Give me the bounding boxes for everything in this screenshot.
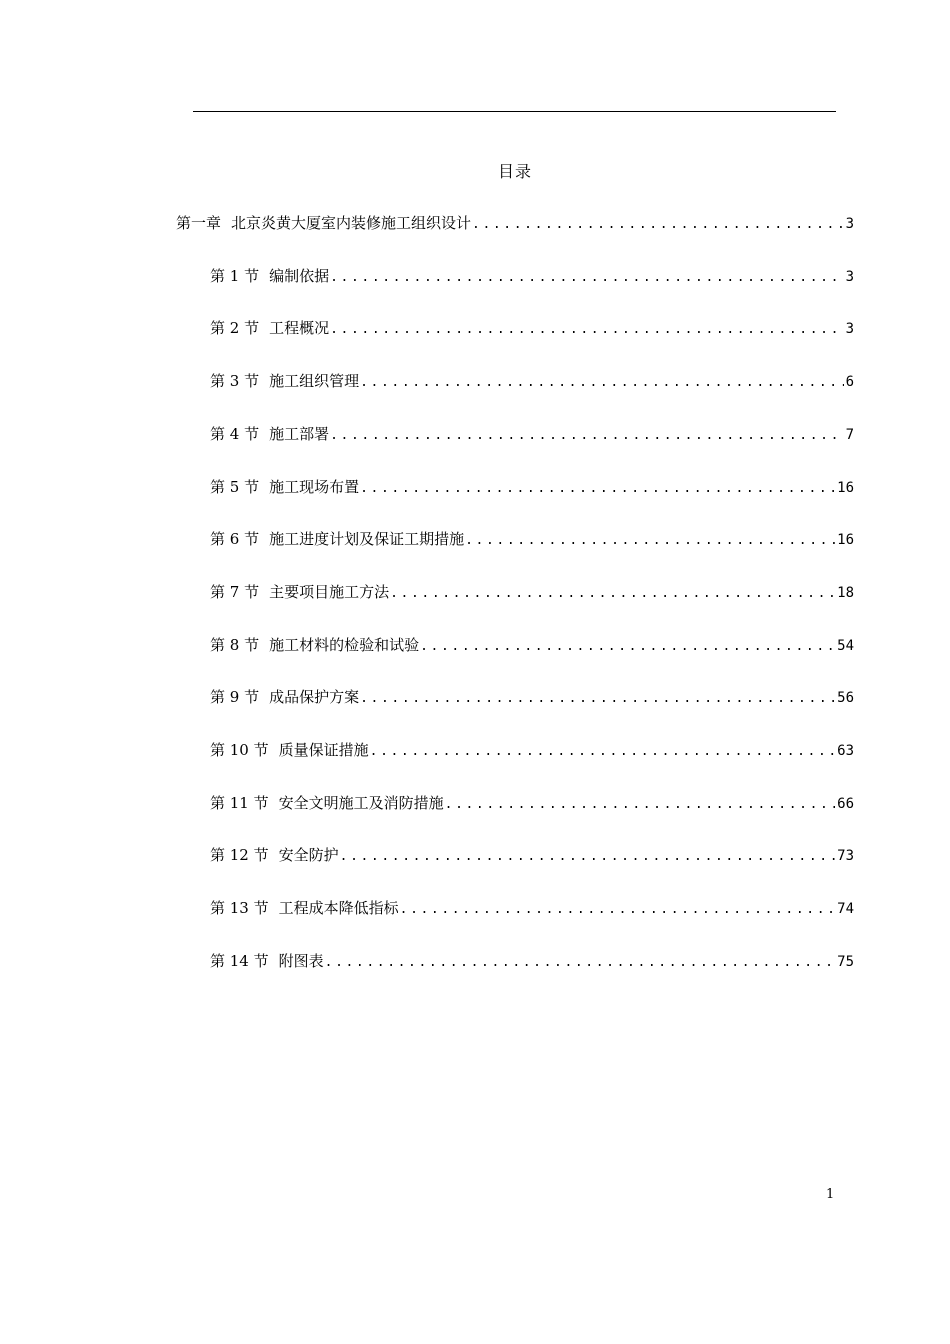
toc-entry-label (210, 527, 464, 551)
toc-entry-number: 第 6 节 (210, 530, 260, 549)
toc-dot-leader (330, 318, 843, 342)
toc-entry-number: 第 3 节 (210, 372, 260, 391)
toc-dot-leader (360, 477, 835, 501)
toc-entry[interactable] (210, 685, 854, 709)
toc-dot-leader (370, 740, 836, 764)
toc-entry-page: 66 (837, 795, 854, 812)
toc-entry[interactable] (210, 475, 854, 499)
toc-entry[interactable] (210, 264, 854, 288)
toc-entry-title: 施工现场布置 (269, 477, 360, 496)
toc-dot-leader (400, 898, 836, 922)
toc-title: 目录 (497, 162, 532, 181)
toc-entry-page: 75 (837, 953, 854, 970)
toc-entry-label (210, 843, 339, 867)
toc-dot-leader (330, 424, 843, 448)
toc-entry-label (210, 316, 329, 340)
toc-entry-label (210, 791, 444, 815)
toc-entry-number: 第 5 节 (210, 477, 260, 496)
toc-entry-number: 第 13 节 (210, 899, 269, 918)
toc-entry-page: 7 (845, 426, 854, 443)
toc-entry-page: 3 (845, 321, 854, 338)
toc-entry[interactable] (210, 580, 854, 604)
toc-entry-title: 主要项目施工方法 (269, 582, 390, 601)
toc-entry-title: 工程成本降低指标 (278, 899, 399, 918)
toc-dot-leader (325, 951, 836, 975)
toc-entry[interactable] (210, 843, 854, 867)
toc-entry[interactable] (210, 369, 854, 393)
toc-entry-title: 北京炎黄大厦室内装修施工组织设计 (231, 214, 472, 232)
toc-entry-page: 16 (837, 479, 854, 496)
toc-entry-title: 编制依据 (269, 266, 330, 285)
toc-entry[interactable] (210, 422, 854, 446)
toc-entry[interactable] (210, 316, 854, 340)
toc-dot-leader (330, 266, 843, 290)
toc-entry-number: 第 11 节 (210, 793, 269, 812)
toc-entry-page: 18 (837, 584, 854, 601)
toc-entry-label (210, 422, 329, 446)
toc-entry-page: 3 (845, 216, 854, 232)
toc-entry-label (210, 475, 359, 499)
toc-entry-title: 质量保证措施 (278, 741, 369, 759)
toc-entry-number: 第 14 节 (210, 951, 269, 970)
toc-dot-leader (472, 213, 844, 237)
toc-dot-leader (390, 582, 835, 606)
toc-entry-title: 施工组织管理 (269, 372, 360, 391)
toc-entry-label (176, 211, 471, 235)
toc-entry-page: 56 (837, 690, 854, 707)
toc-entry-label (210, 738, 369, 762)
toc-entry-title: 安全防护 (278, 846, 339, 865)
toc-entry[interactable] (210, 791, 854, 815)
toc-entry-label (210, 264, 329, 288)
toc-entry[interactable] (176, 211, 854, 235)
toc-entry-title: 附图表 (278, 951, 324, 970)
toc-entry-number: 第 2 节 (210, 319, 260, 338)
toc-entry-number: 第 4 节 (210, 424, 260, 443)
toc-entry-page: 73 (837, 848, 854, 865)
toc-entry-label (210, 369, 359, 393)
toc-dot-leader (360, 687, 835, 711)
toc-entry-number: 第 8 节 (210, 635, 260, 654)
toc-entry-page: 63 (837, 743, 854, 759)
toc-entry-number: 第 10 节 (210, 741, 269, 759)
toc-dot-leader (360, 371, 843, 395)
toc-entry-label (210, 633, 419, 657)
toc-entry[interactable] (210, 949, 854, 973)
toc-entry-title: 施工材料的检验和试验 (269, 635, 420, 654)
toc-entry-title: 安全文明施工及消防措施 (278, 793, 444, 812)
toc-dot-leader (340, 845, 836, 869)
toc-entry[interactable] (210, 633, 854, 657)
toc-entry-page: 54 (837, 637, 854, 654)
toc-entry-title: 施工进度计划及保证工期措施 (269, 530, 465, 549)
toc-entry-title: 成品保护方案 (269, 688, 360, 707)
toc-dot-leader (420, 635, 835, 659)
toc-entry[interactable] (210, 738, 854, 762)
toc-entry-number: 第 7 节 (210, 582, 260, 601)
toc-entry-label (210, 949, 324, 973)
toc-entry-page: 6 (845, 374, 854, 391)
toc-entry-page: 74 (837, 901, 854, 918)
toc-entry[interactable] (210, 896, 854, 920)
header-rule (193, 111, 836, 112)
footer-page-number: 1 (826, 1187, 835, 1202)
toc-entry-title: 工程概况 (269, 319, 330, 338)
toc-entry-label (210, 685, 359, 709)
toc-entry-number: 第 9 节 (210, 688, 260, 707)
toc-entry[interactable] (210, 527, 854, 551)
toc-entry-page: 3 (845, 268, 854, 285)
toc-dot-leader (445, 793, 836, 817)
toc-entry-number: 第一章 (176, 214, 222, 232)
toc-entry-label (210, 896, 399, 920)
toc-entry-number: 第 1 节 (210, 266, 260, 285)
toc-entry-page: 16 (837, 532, 854, 549)
toc-entry-label (210, 580, 389, 604)
toc-entry-number: 第 12 节 (210, 846, 269, 865)
toc-dot-leader (465, 529, 835, 553)
toc-entry-title: 施工部署 (269, 424, 330, 443)
